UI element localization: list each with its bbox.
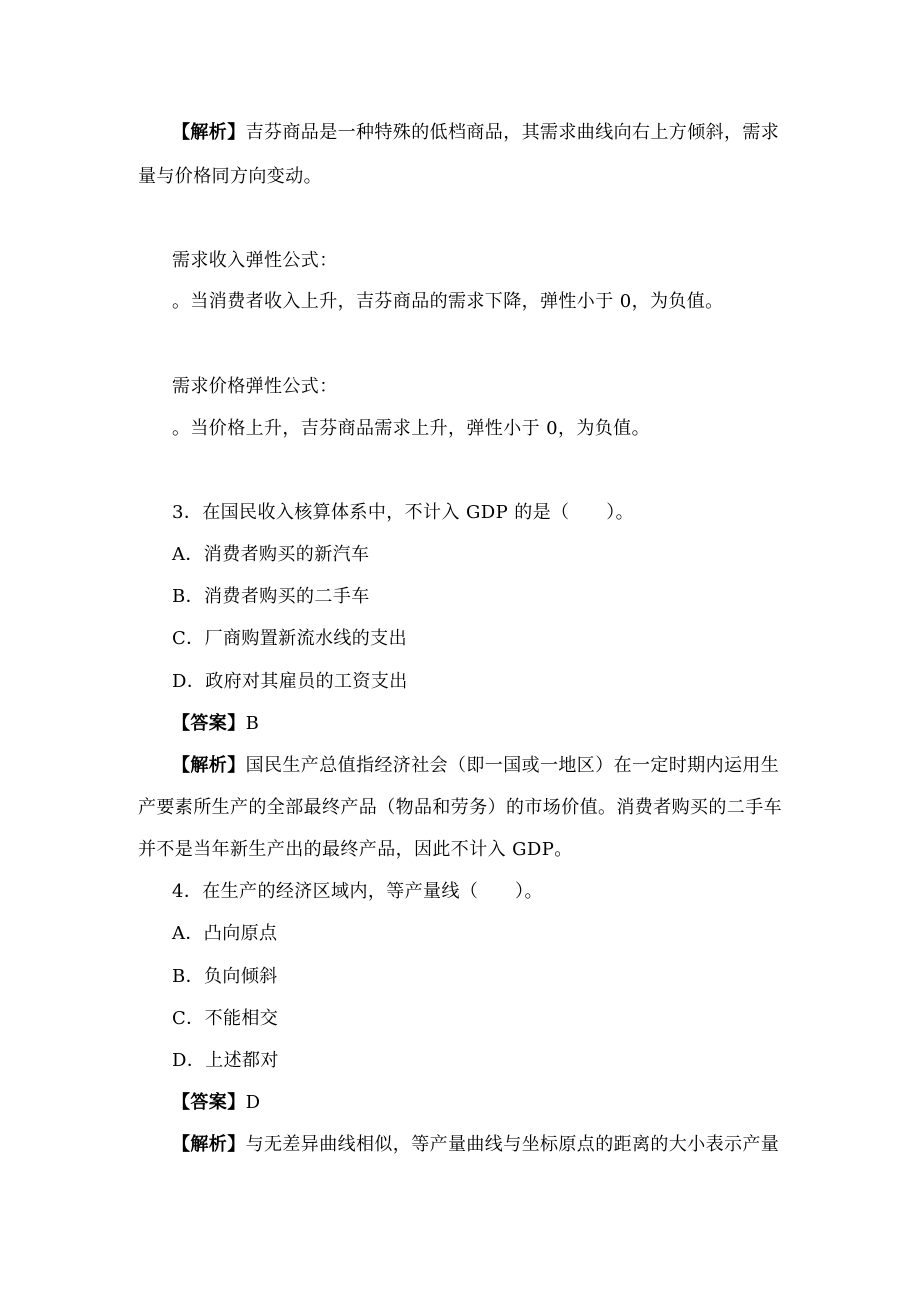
option-a: A．凸向原点: [172, 923, 278, 944]
option-c: C．厂商购置新流水线的支出: [172, 628, 407, 649]
option-b: B．负向倾斜: [172, 966, 278, 987]
analysis-text: 吉芬商品是一种特殊的低档商品，其需求曲线向右上方倾斜，需求: [245, 122, 780, 143]
analysis-text: 与无差异曲线相似，等产量曲线与坐标原点的距离的大小表示产量: [245, 1134, 780, 1155]
option-a: A．消费者购买的新汽车: [172, 544, 370, 565]
answer-line: [172, 712, 259, 736]
income-elasticity-text: 。当消费者收入上升，吉芬商品的需求下降，弹性小于 0，为负值。: [172, 291, 724, 312]
price-elasticity-text: 。当价格上升，吉芬商品需求上升，弹性小于 0，为负值。: [172, 418, 650, 439]
option-d: D．上述都对: [172, 1050, 279, 1071]
option-d: D．政府对其雇员的工资支出: [172, 671, 408, 692]
question-4: 4．在生产的经济区域内，等产量线（ ）。: [172, 881, 543, 902]
income-elasticity-title: 需求收入弹性公式：: [172, 250, 338, 271]
analysis-line: 量与价格同方向变动。: [138, 166, 322, 187]
analysis-line: 并不是当年新生产出的最终产品，因此不计入 GDP。: [138, 839, 573, 860]
answer-line: [172, 1091, 260, 1115]
answer-value: B: [245, 713, 260, 734]
analysis-line: [172, 754, 779, 778]
analysis-line: [172, 1133, 779, 1157]
analysis-label: 【解析】: [172, 755, 246, 776]
analysis-line: 产要素所生产的全部最终产品（物品和劳务）的市场价值。消费者购买的二手车: [138, 797, 782, 818]
option-b: B．消费者购买的二手车: [172, 586, 370, 607]
analysis-text: 国民生产总值指经济社会（即一国或一地区）在一定时期内运用生: [245, 755, 780, 776]
answer-value: D: [245, 1092, 261, 1113]
analysis-line: [172, 121, 779, 145]
analysis-label: 【解析】: [172, 122, 246, 143]
price-elasticity-title: 需求价格弹性公式：: [172, 376, 338, 397]
analysis-label: 【解析】: [172, 1134, 246, 1155]
answer-label: 【答案】: [172, 1092, 246, 1113]
question-3: 3．在国民收入核算体系中，不计入 GDP 的是（ ）。: [172, 502, 635, 523]
option-c: C．不能相交: [172, 1008, 279, 1029]
answer-label: 【答案】: [172, 713, 246, 734]
